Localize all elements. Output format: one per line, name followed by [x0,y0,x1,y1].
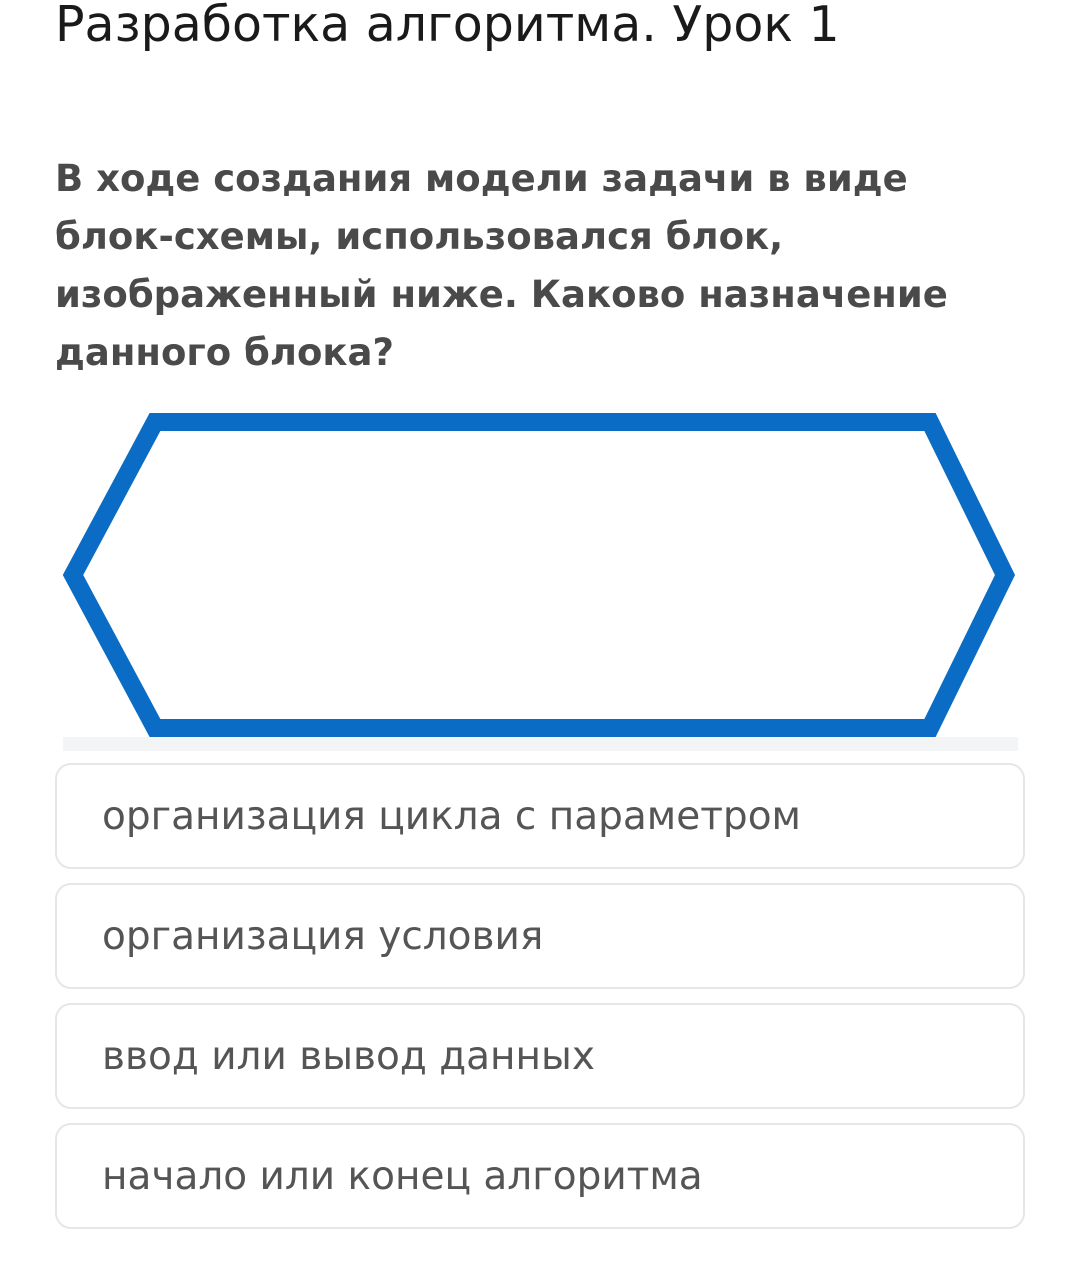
flowchart-block-image [55,405,1025,755]
answer-option-start-end[interactable] [55,1123,1025,1229]
answer-option-label: организация цикла с параметром [102,793,801,839]
answer-option-loop[interactable] [55,763,1025,869]
answer-option-label: ввод или вывод данных [102,1033,595,1079]
answer-option-io[interactable] [55,1003,1025,1109]
hexagon-block-shape [55,405,1025,755]
image-bottom-strip [63,737,1018,751]
hexagon-outline [73,422,1005,728]
answer-option-condition[interactable] [55,883,1025,989]
answer-option-label: начало или конец алгоритма [102,1153,703,1199]
answer-options [55,763,1025,1243]
answer-option-label: организация условия [102,913,544,959]
question-text: В ходе создания модели задачи в виде блок-схемы, использовался блок, изображенный ниже. Каково назначение данного блока? [55,157,948,374]
lesson-title: Разработка алгоритма. Урок 1 [55,0,840,53]
